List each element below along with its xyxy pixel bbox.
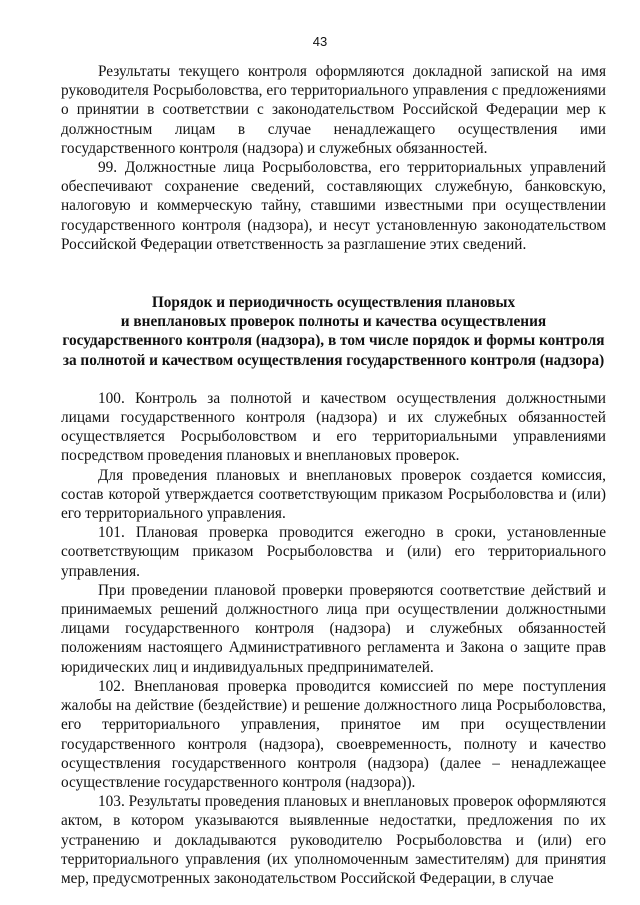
paragraph-results-current-control: Результаты текущего контроля оформляются докладной запиской на имя руководителя Росрыболовства, его территориального управления с предложениями о принятии в соответствии с законодательством Российской Федерации мер к должностным лицам в случае ненадлежащего осуществления ими государственного контроля (надзора) и служебных обязанностей.	[61, 63, 606, 157]
section-heading-line: государственного контроля (надзора), в том числе порядок и формы контроля	[62, 332, 605, 350]
paragraph-102: 102. Внеплановая проверка проводится комиссией по мере поступления жалобы на действие (бездействие) и решение должностного лица Росрыболовства, его территориального управления, принятое им при осуществлении государственного контроля (надзора), своевременность, полноту и качество осуществления государственного контроля (надзора) (далее – ненадлежащее осуществление государственного контроля (надзора)).	[61, 677, 606, 791]
paragraph-100: 100. Контроль за полнотой и качеством осуществления должностными лицами государственного контроля (надзора) и их служебных обязанностей осуществляется Росрыболовством и его территориальными управлениями посредством проведения плановых и внеплановых проверок.	[61, 389, 606, 465]
paragraph-99: 99. Должностные лица Росрыболовства, его территориальных управлений обеспечивают сохранение сведений, составляющих служебную, банковскую, налоговую и коммерческую тайну, ставшими известными при осуществлении государственного контроля (надзора), и несут установленную законодательством Российской Федерации ответственность за разглашение этих сведений.	[61, 159, 606, 253]
section-heading-line: и внеплановых проверок полноты и качества осуществления	[120, 313, 547, 331]
paragraph-101: 101. Плановая проверка проводится ежегодно в сроки, установленные соответствующим приказом Росрыболовства и (или) его территориального управления.	[61, 524, 606, 580]
paragraph-103: 103. Результаты проведения плановых и внеплановых проверок оформляются актом, в котором указываются выявленные недостатки, предложения по их устранению и докладываются руководителю Росрыболовства и (или) его территориального управления (их уполномоченным заместителям) для принятия мер, предусмотренных законодательством Российской Федерации, в случае	[61, 793, 606, 887]
document-body	[61, 62, 606, 888]
paragraph-commission: Для проведения плановых и внеплановых проверок создается комиссия, состав которой утверждается соответствующим приказом Росрыболовства и (или) его территориального управления.	[61, 466, 606, 523]
section-heading-line: Порядок и периодичность осуществления плановых	[151, 294, 516, 312]
section-heading-line: за полнотой и качеством осуществления государственного контроля (надзора)	[62, 351, 605, 369]
paragraph-planned-inspection-scope: При проведении плановой проверки проверяются соответствие действий и принимаемых решений должностного лица при осуществлении должностными лицами государственного контроля (надзора) и служебных обязанностей положениям настоящего Административного регламента и Закона о защите прав юридических лиц и индивидуальных предпринимателей.	[61, 581, 606, 676]
section-heading	[61, 293, 606, 370]
page-number: 43	[312, 34, 328, 49]
